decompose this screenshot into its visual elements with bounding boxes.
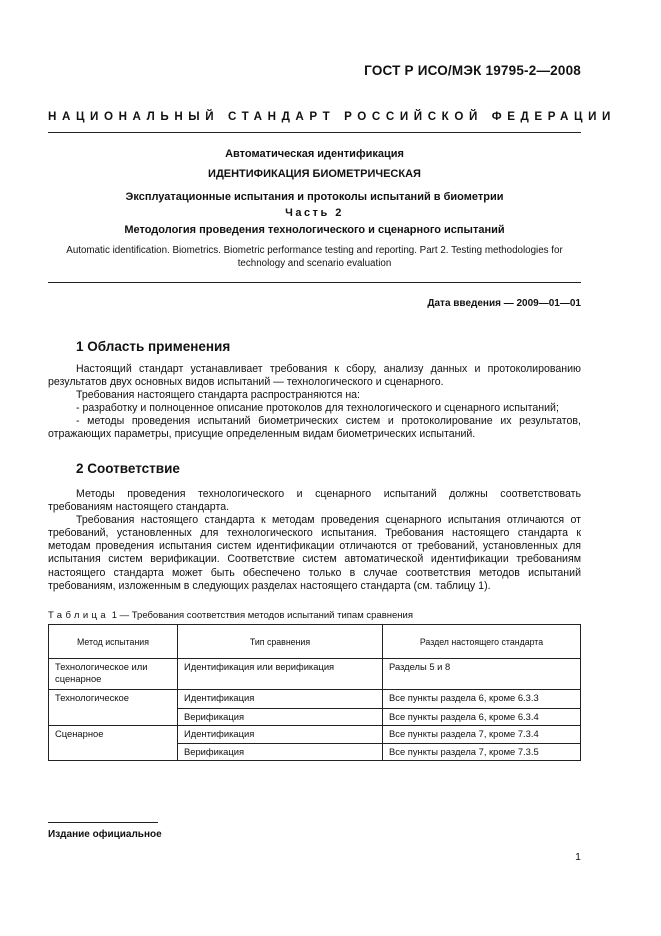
table-cell: Разделы 5 и 8 (383, 659, 581, 690)
paragraph: Требования настоящего стандарта распространяются на: (76, 389, 361, 402)
header-rule (48, 132, 581, 133)
table-row (49, 744, 581, 761)
paragraph: Требования настоящего стандарта к методам проведения сценарного испытания отличаются от требований, установленных для технологического испытания. Требования настоящего стандарта к методам проведения испытания систем идентификации отличаются от требований, установленных для испытания систем верификации. Соответствие систем автоматической идентификации требованиям настоящего стандарта может быть обеспечено только в случае соответствия методов испытаний требованиям, изложенным в следующих разделах настоящего стандарта (см. таблицу 1). (48, 514, 581, 592)
edition-note: Издание официальное (48, 829, 162, 840)
standard-code: ГОСТ Р ИСО/МЭК 19795-2—2008 (364, 63, 581, 78)
title-line-2: ИДЕНТИФИКАЦИЯ БИОМЕТРИЧЕСКАЯ (208, 168, 421, 180)
paragraph: - методы проведения испытаний биометрических систем и протоколирование их результатов, отражающих параметры, присущие определенным видам биометрических испытаний. (48, 415, 581, 441)
table-header-row (49, 625, 581, 659)
title-line-1: Автоматическая идентификация (225, 148, 404, 160)
table-row (49, 708, 581, 725)
title-line-3: Эксплуатационные испытания и протоколы испытаний в биометрии (125, 191, 504, 203)
table-row (49, 659, 581, 690)
column-header: Раздел настоящего стандарта (383, 625, 581, 659)
table-cell: Верификация (178, 708, 383, 725)
table-caption: Таблица 1 — Требования соответствия методов испытаний типам сравнения (48, 610, 413, 621)
table-cell: Идентификация (178, 690, 383, 709)
english-title: Automatic identification. Biometrics. Biometric performance testing and reporting. Part 2. Testing methodologies for technology and scenario evaluation (66, 245, 563, 269)
requirements-table (48, 624, 581, 761)
title-rule (48, 282, 581, 283)
table-row (49, 725, 581, 744)
page-number: 1 (575, 851, 581, 863)
section-2-body (48, 488, 581, 593)
column-header: Тип сравнения (178, 625, 383, 659)
table-cell: Технологическое или сценарное (49, 659, 178, 690)
table-cell: Все пункты раздела 6, кроме 6.3.3 (383, 690, 581, 709)
table-cell: Сценарное (49, 725, 178, 744)
footer-rule (48, 822, 158, 823)
column-header: Метод испытания (49, 625, 178, 659)
section-1-body (48, 363, 581, 442)
section-1-heading: 1 Область применения (76, 339, 231, 354)
table-cell (49, 744, 178, 761)
title-line-4: Методология проведения технологического и сценарного испытаний (124, 224, 505, 236)
national-standard-banner: НАЦИОНАЛЬНЫЙ СТАНДАРТ РОССИЙСКОЙ ФЕДЕРАЦИИ (48, 110, 616, 123)
paragraph: Методы проведения технологического и сценарного испытаний должны соответствовать требованиям настоящего стандарта. (48, 488, 581, 514)
section-2-heading: 2 Соответствие (76, 461, 180, 476)
table-cell: Все пункты раздела 7, кроме 7.3.5 (383, 744, 581, 761)
table-cell: Идентификация (178, 725, 383, 744)
table-cell: Идентификация или верификация (178, 659, 383, 690)
table-row (49, 690, 581, 709)
table-cell: Технологическое (49, 690, 178, 709)
table-cell: Верификация (178, 744, 383, 761)
title-part: Часть 2 (285, 207, 344, 219)
table-cell: Все пункты раздела 7, кроме 7.3.4 (383, 725, 581, 744)
paragraph: Настоящий стандарт устанавливает требования к сбору, анализу данных и протоколированию результатов двух основных видов испытаний — технологического и сценарного. (48, 363, 581, 389)
table-cell (49, 708, 178, 725)
paragraph: - разработку и полноценное описание протоколов для технологического и сценарного испытаний; (76, 402, 559, 415)
date-introduced: Дата введения — 2009—01—01 (427, 298, 581, 309)
table-cell: Все пункты раздела 6, кроме 6.3.4 (383, 708, 581, 725)
